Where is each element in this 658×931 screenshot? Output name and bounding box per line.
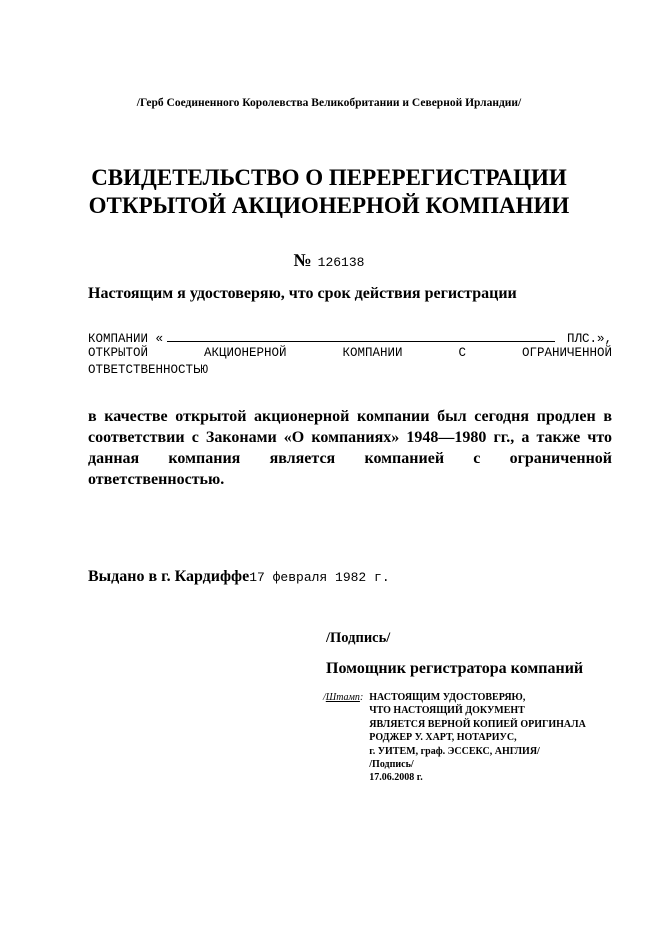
number-sign: № — [293, 250, 312, 270]
desc-word: АКЦИОНЕРНОЙ — [203, 346, 287, 360]
stamp-label: /Штамп: — [323, 692, 364, 703]
company-description-end: ОТВЕТСТВЕННОСТЬЮ — [88, 363, 209, 377]
desc-word: ОГРАНИЧЕННОЙ — [521, 346, 612, 360]
desc-word: С — [458, 346, 466, 360]
company-suffix: ПЛС.», — [566, 332, 612, 346]
signer-position: Помощник регистратора компаний — [326, 660, 584, 677]
company-name-line — [88, 329, 612, 346]
coat-of-arms-note: /Герб Соединенного Королевства Великобритании и Северной Ирландии/ — [136, 97, 522, 109]
company-prefix: КОМПАНИИ « — [88, 332, 164, 346]
certify-statement: Настоящим я удостоверяю, что срок действия регистрации — [88, 285, 517, 302]
stamp-line: /Подпись/ — [369, 759, 414, 771]
signature-note: /Подпись/ — [326, 630, 391, 646]
company-description-line — [88, 346, 612, 360]
desc-word: КОМПАНИИ — [342, 346, 403, 360]
desc-word: ОТКРЫТОЙ — [88, 346, 149, 360]
stamp-line: РОДЖЕР У. ХАРТ, НОТАРИУС, — [369, 732, 517, 744]
title-line-1: СВИДЕТЕЛЬСТВО О ПЕРЕРЕГИСТРАЦИИ — [91, 165, 567, 190]
issued-line — [88, 568, 390, 586]
title-line-2: ОТКРЫТОЙ АКЦИОНЕРНОЙ КОМПАНИИ — [88, 193, 570, 218]
stamp-line: г. УИТЕМ, граф. ЭССЕКС, АНГЛИЯ/ — [369, 745, 540, 757]
stamp-line: ЯВЛЯЕТСЯ ВЕРНОЙ КОПИЕЙ ОРИГИНАЛА — [369, 718, 586, 730]
issued-label: Выдано в г. Кардиффе — [88, 568, 250, 585]
company-name-blank — [167, 329, 555, 342]
notary-stamp — [323, 691, 586, 785]
number-value: 126138 — [317, 255, 365, 270]
issued-date: 17 февраля 1982 г. — [249, 570, 390, 585]
document-title — [0, 164, 658, 220]
stamp-line: 17.06.2008 г. — [369, 772, 423, 784]
stamp-line: ЧТО НАСТОЯЩИЙ ДОКУМЕНТ — [369, 705, 525, 717]
certificate-number — [0, 250, 658, 271]
stamp-text — [369, 691, 586, 785]
stamp-line: НАСТОЯЩИМ УДОСТОВЕРЯЮ, — [369, 692, 526, 703]
extension-statement: в качестве открытой акционерной компании был сегодня продлен в соответствии с Законами «О компаниях» 1948—1980 гг., а также что данная компания является компанией с ограниченной ответственностью. — [88, 408, 612, 488]
